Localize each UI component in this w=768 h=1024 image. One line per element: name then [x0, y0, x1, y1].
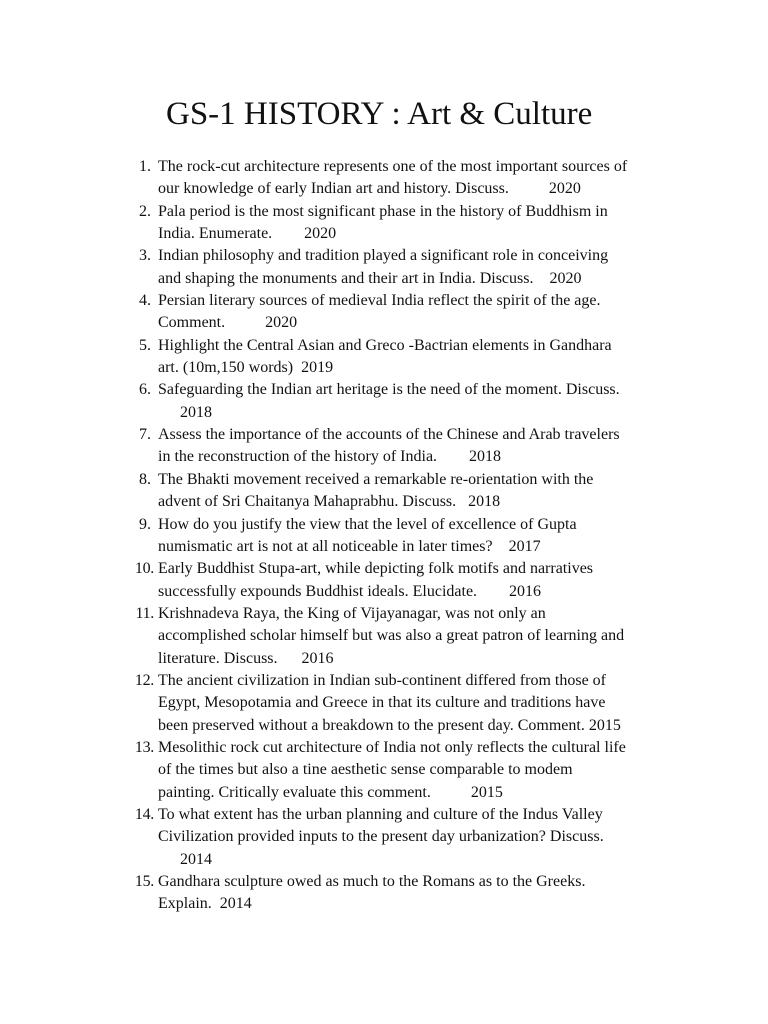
- question-text-line: numismatic art is not at all noticeable in later times? 2017: [158, 537, 541, 555]
- question-item: [0, 424, 678, 469]
- question-item: [0, 514, 678, 559]
- question-text-line: literature. Discuss. 2016: [158, 649, 334, 667]
- question-text-line: Mesolithic rock cut architecture of India not only reflects the cultural life: [158, 738, 626, 756]
- question-number: 11.: [135, 604, 154, 622]
- question-text-line: Comment. 2020: [158, 314, 298, 332]
- question-item: [0, 871, 678, 916]
- question-text-line: Gandhara sculpture owed as much to the Romans as to the Greeks.: [158, 873, 586, 890]
- question-item: [0, 245, 678, 290]
- question-item: [0, 201, 678, 246]
- question-number: 8.: [139, 470, 151, 488]
- question-text-line: The Bhakti movement received a remarkable re-orientation with the: [158, 470, 594, 488]
- question-text-line: Safeguarding the Indian art heritage is the need of the moment. Discuss.: [158, 381, 620, 399]
- question-number: 6.: [139, 381, 151, 399]
- question-text-line: accomplished scholar himself but was also a great patron of learning and: [158, 627, 625, 645]
- question-list: [0, 156, 768, 916]
- question-text-line: Indian philosophy and tradition played a significant role in conceiving: [158, 247, 609, 265]
- question-number: 5.: [139, 336, 151, 354]
- question-text-line: Egypt, Mesopotamia and Greece in that its culture and traditions have: [158, 694, 606, 712]
- question-text-line: Persian literary sources of medieval India reflect the spirit of the age.: [158, 292, 601, 310]
- question-number: 1.: [139, 158, 151, 175]
- question-year: 2018: [180, 403, 212, 421]
- question-number: 15.: [134, 873, 154, 890]
- question-item: [0, 335, 678, 380]
- question-item: [0, 558, 678, 603]
- page-title: GS-1 HISTORY : Art & Culture: [166, 96, 593, 132]
- question-text-line: India. Enumerate. 2020: [158, 225, 337, 243]
- question-text-line: and shaping the monuments and their art in India. Discuss. 2020: [158, 269, 582, 287]
- question-year: 2014: [180, 850, 212, 868]
- question-text-line: Assess the importance of the accounts of the Chinese and Arab travelers: [158, 426, 620, 444]
- question-text-line: The ancient civilization in Indian sub-continent differed from those of: [158, 671, 607, 689]
- question-text-line: Early Buddhist Stupa-art, while depicting folk motifs and narratives: [158, 560, 594, 578]
- question-text-line: Highlight the Central Asian and Greco -Bactrian elements in Gandhara: [158, 336, 612, 354]
- question-text-line: in the reconstruction of the history of India. 2018: [158, 448, 502, 466]
- question-text-line: Pala period is the most significant phase in the history of Buddhism in: [158, 202, 608, 220]
- question-text-line: Explain. 2014: [158, 895, 252, 913]
- question-item: [0, 156, 678, 201]
- question-text-line: been preserved without a breakdown to the present day. Comment. 2015: [158, 716, 621, 734]
- question-number: 4.: [139, 292, 151, 310]
- question-number: 12.: [134, 671, 154, 689]
- question-text-line: To what extent has the urban planning and culture of the Indus Valley: [158, 805, 603, 823]
- question-text-line: How do you justify the view that the level of excellence of Gupta: [158, 515, 577, 533]
- question-number: 2.: [139, 202, 151, 220]
- question-number: 10.: [134, 560, 154, 578]
- question-item: [0, 603, 678, 670]
- question-number: 9.: [139, 515, 151, 533]
- question-item: [0, 670, 678, 737]
- question-item: [0, 379, 678, 424]
- question-text-line: our knowledge of early Indian art and history. Discuss. 2020: [158, 180, 581, 198]
- question-text-line: Civilization provided inputs to the present day urbanization? Discuss.: [158, 828, 604, 846]
- question-number: 7.: [139, 426, 151, 444]
- question-text-line: of the times but also a tine aesthetic sense comparable to modem: [158, 761, 573, 779]
- question-item: [0, 804, 678, 871]
- question-text-line: The rock-cut architecture represents one of the most important sources of: [158, 158, 628, 175]
- question-text-line: advent of Sri Chaitanya Mahaprabhu. Discuss. 2018: [158, 493, 501, 511]
- question-text-line: successfully expounds Buddhist ideals. Elucidate. 2016: [158, 582, 542, 600]
- question-text-line: art. (10m,150 words) 2019: [158, 359, 334, 377]
- question-item: [0, 469, 678, 514]
- question-number: 14.: [134, 805, 154, 823]
- question-text-line: painting. Critically evaluate this comment. 2015: [158, 783, 503, 801]
- question-number: 13.: [134, 738, 154, 756]
- question-number: 3.: [139, 247, 151, 265]
- question-item: [0, 737, 678, 804]
- question-item: [0, 290, 678, 335]
- question-text-line: Krishnadeva Raya, the King of Vijayanagar, was not only an: [158, 604, 546, 622]
